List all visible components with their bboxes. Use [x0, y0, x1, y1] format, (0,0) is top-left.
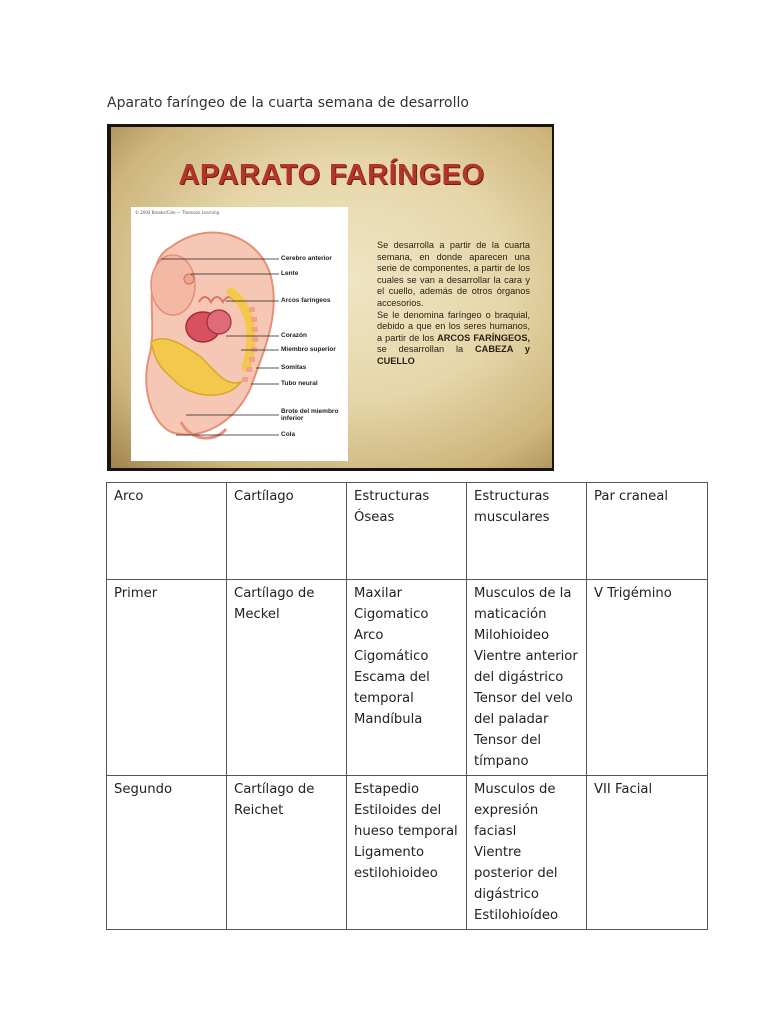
cell-musculares: [467, 580, 587, 776]
label-brote-miembro-inferior: Brote del miembro inferior: [281, 408, 339, 422]
list-item: Musculos de expresión faciasl: [474, 782, 556, 839]
cell-oseas: [347, 580, 467, 776]
pharyngeal-apparatus-figure: [107, 124, 554, 471]
label-cola: Cola: [281, 431, 296, 438]
figure-paragraph-1: Se desarrolla a partir de la cuarta semana, en donde aparecen una serie de componentes, a partir de los cuales se van a desarrollar la cara y el cuello, además de otros órganos accesorios.: [377, 240, 530, 308]
arcos-faringeos-emphasis: ARCOS FARÍNGEOS,: [437, 332, 530, 343]
cell-par-craneal: VII Facial: [587, 776, 708, 930]
cell-musculares: [467, 776, 587, 930]
label-corazon: Corazón: [281, 332, 307, 339]
header-estructuras-musculares: Estructuras musculares: [467, 483, 587, 580]
list-item: Vientre posterior del digástrico: [474, 845, 558, 902]
cell-cartilago: Cartílago de Reichet: [227, 776, 347, 930]
label-tubo-neural: Tubo neural: [281, 380, 318, 387]
list-item: Tensor del tímpano: [474, 733, 541, 769]
list-item: Mandíbula: [354, 712, 423, 727]
figure-heading: APARATO FARÍNGEO: [178, 159, 485, 191]
embryo-illustration: [131, 207, 348, 461]
table-row: [107, 580, 708, 776]
list-item: Escama del temporal: [354, 670, 430, 706]
cell-arco: Primer: [107, 580, 227, 776]
label-miembro-superior: Miembro superior: [281, 346, 336, 353]
label-somitas: Somitas: [281, 364, 307, 371]
pharyngeal-arches-table: [106, 482, 708, 930]
list-item: Estilohioídeo: [474, 908, 559, 923]
cabeza-cuello-emphasis: CABEZA y CUELLO: [377, 344, 531, 366]
cell-cartilago: Cartílago de Meckel: [227, 580, 347, 776]
cell-oseas: [347, 776, 467, 930]
label-lente: Lente: [281, 270, 299, 277]
header-estructuras-oseas: Estructuras Óseas: [347, 483, 467, 580]
table-header-row: [107, 483, 708, 580]
header-par-craneal: Par craneal: [587, 483, 708, 580]
cell-par-craneal: V Trigémino: [587, 580, 708, 776]
list-item: Vientre anterior del digástrico: [474, 649, 578, 685]
list-item: Tensor del velo del paladar: [474, 691, 573, 727]
list-item: Estapedio: [354, 782, 420, 797]
header-cartilago: Cartílago: [227, 483, 347, 580]
document-title: Aparato faríngeo de la cuarta semana de desarrollo: [107, 95, 469, 111]
figure-description: [377, 240, 530, 368]
list-item: Maxilar: [354, 586, 403, 601]
embryo-drawing: [131, 207, 348, 461]
label-cerebro-anterior: Cerebro anterior: [281, 255, 332, 262]
list-item: Cigomatico: [354, 607, 429, 622]
label-arcos-faringeos: Arcos faríngeos: [281, 297, 331, 304]
cell-arco: Segundo: [107, 776, 227, 930]
list-item: Arco Cigomático: [354, 628, 429, 664]
header-arco: Arco: [107, 483, 227, 580]
list-item: Musculos de la maticación: [474, 586, 572, 622]
figure-credit: © 2004 Brooks/Cole — Thomson Learning: [135, 210, 220, 215]
list-item: Ligamento estilohioideo: [354, 845, 438, 881]
list-item: Estiloides del hueso temporal: [354, 803, 458, 839]
parchment-background: [111, 127, 552, 468]
table-row: [107, 776, 708, 930]
figure-paragraph-2: Se le denomina faríngeo o braquial, debido a que en los seres humanos, a partir de los ARCOS FARÍNGEOS, se desarrollan la CABEZA y CUELLO: [377, 309, 531, 366]
list-item: Milohioideo: [474, 628, 550, 643]
